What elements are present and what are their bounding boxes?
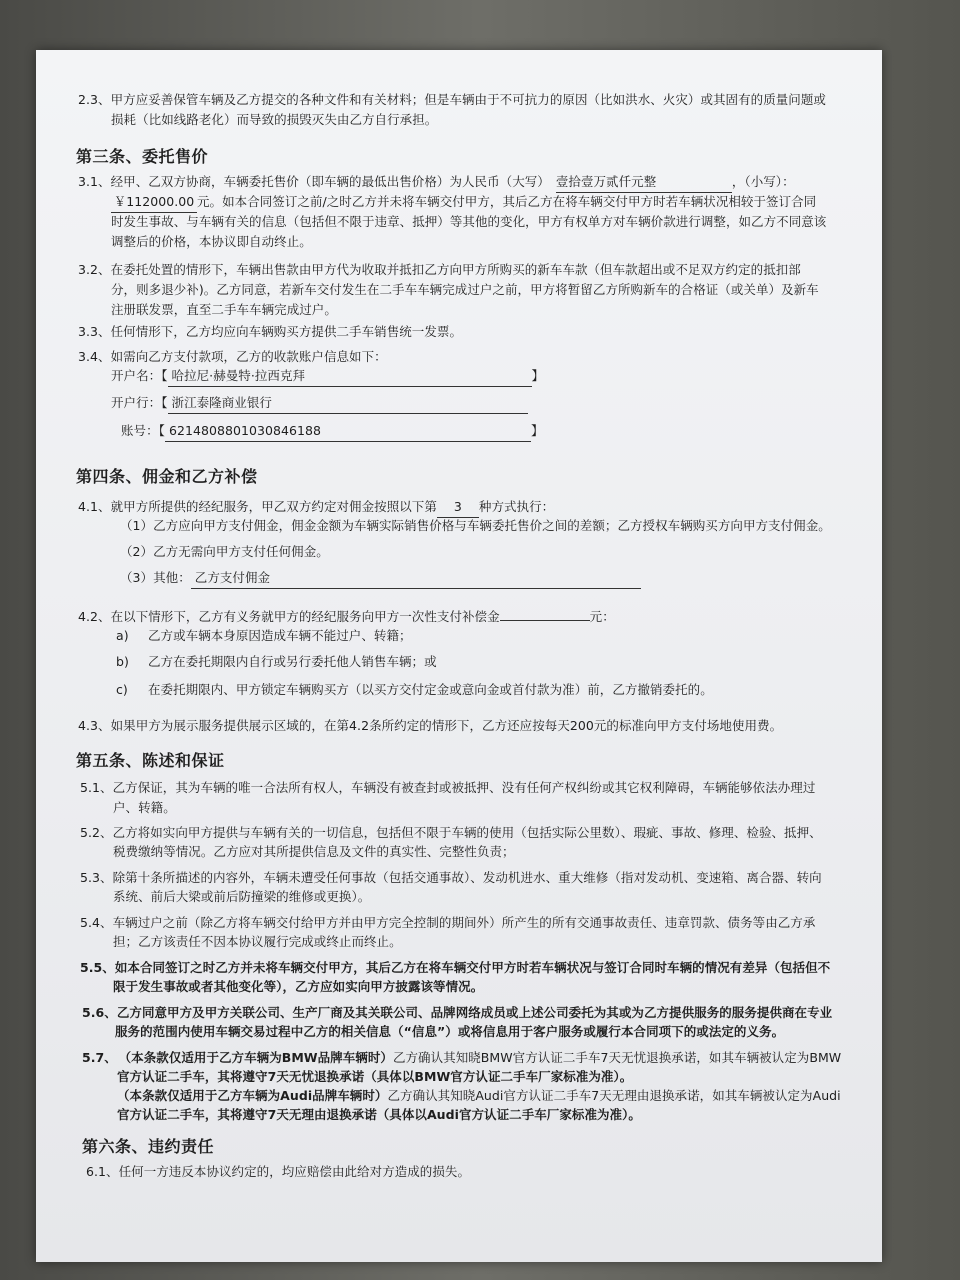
clause-text: （本条款仅适用于乙方车辆为Audi品牌车辆时）	[117, 1088, 388, 1103]
clause-number: 5.4、	[80, 915, 113, 930]
list-marker: a)	[116, 628, 129, 643]
bracket: 】	[530, 423, 544, 438]
condition-b	[116, 652, 437, 672]
clause-6-1	[86, 1162, 470, 1182]
list-marker: c)	[116, 682, 128, 697]
clause-text: 任何情形下，乙方均应向车辆购买方提供二手车销售统一发票。	[110, 324, 462, 339]
option-label: （3）其他：	[120, 570, 191, 585]
amount-in-words-field: 壹拾壹万贰仟元整	[556, 172, 732, 193]
clause-5-5	[80, 958, 830, 978]
bank-row	[111, 393, 528, 414]
commission-option-3	[120, 568, 641, 589]
clause-number: 3.3、	[78, 324, 111, 339]
section-5-heading: 第五条、陈述和保证	[76, 751, 225, 770]
clause-5-4	[80, 913, 815, 933]
clause-text: 经甲、乙双方协商，车辆委托售价（即车辆的最低出售价格）为人民币（大写）	[110, 174, 550, 189]
clause-5-5-line2: 限于发生事故或者其他变化等），乙方应如实向甲方披露该等情况。	[113, 979, 484, 994]
list-text: 在委托期限内、甲方锁定车辆购买方（以买方交付定金或意向金或首付款为准）前，乙方撤销委托的。	[148, 682, 713, 697]
clause-5-7-line4: 官方认证二手车，其将遵守7天无理由退换承诺（具体以Audi官方认证二手车厂家标准为准）。	[117, 1107, 641, 1122]
commission-option-1: （1）乙方应向甲方支付佣金，佣金金额为车辆实际销售价格与车辆委托售价之间的差额；乙方授权车辆购买方向甲方支付佣金。	[120, 518, 831, 533]
clause-number: 4.1、	[78, 499, 111, 514]
clause-text: 就甲方所提供的经纪服务，甲乙双方约定对佣金按照以下第	[110, 499, 437, 514]
clause-text: 乙方将如实向甲方提供与车辆有关的一切信息，包括但不限于车辆的使用（包括实际公里数）、瑕疵、事故、修理、检验、抵押、	[112, 825, 822, 840]
clause-number: 5.6、	[82, 1005, 117, 1020]
amount-in-figures-field: ￥112000.00	[111, 192, 197, 213]
clause-text: 在委托处置的情形下，车辆出售款由甲方代为收取并抵扣乙方向甲方所购买的新车车款（但车款超出或不足双方约定的抵扣部	[110, 262, 801, 277]
clause-number: 3.2、	[78, 262, 111, 277]
clause-5-3-line2: 系统、前后大梁或前后防撞梁的维修或更换）。	[113, 889, 371, 904]
account-number-label: 账号：【	[121, 423, 165, 438]
clause-5-1	[80, 778, 815, 798]
clause-3-2	[78, 260, 801, 280]
condition-c	[116, 680, 713, 700]
clause-4-2	[78, 607, 615, 627]
clause-5-1-line2: 户、转籍。	[113, 800, 176, 815]
section-4-heading: 第四条、佣金和乙方补偿	[76, 467, 258, 486]
list-text: 乙方在委托期限内自行或另行委托他人销售车辆；或	[148, 654, 437, 669]
clause-text: 种方式执行：	[478, 499, 555, 514]
clause-text: ，（小写）：	[731, 174, 795, 189]
clause-number: 5.5、	[80, 960, 115, 975]
account-number-row	[121, 421, 544, 442]
clause-text: 车辆过户之前（除乙方将车辆交付给甲方并由甲方完全控制的期间外）所产生的所有交通事故责任、违章罚款、债务等由乙方承	[112, 915, 816, 930]
clause-3-4	[78, 347, 387, 367]
bank-label: 开户行：【	[111, 395, 168, 410]
clause-text: 如本合同签订之时乙方并未将车辆交付甲方，其后乙方在将车辆交付甲方时若车辆状况与签订合同时车辆的情况有差异（包括但不	[114, 960, 831, 975]
account-holder-value: 哈拉尼·赫曼特·拉西克拜	[168, 366, 532, 387]
account-number-value: 6214808801030846188	[165, 421, 531, 442]
clause-number: 5.1、	[80, 780, 113, 795]
clause-5-2	[80, 823, 822, 843]
clause-3-1	[78, 172, 795, 193]
account-holder-label: 开户名：【	[111, 368, 168, 383]
clause-5-7	[82, 1048, 841, 1068]
list-marker: b)	[116, 654, 129, 669]
clause-number: 5.3、	[80, 870, 113, 885]
clause-text: 乙方确认其知晓BMW官方认证二手车7天无忧退换承诺，如其车辆被认定为BMW	[392, 1050, 842, 1065]
clause-text: 元：	[589, 609, 615, 624]
clause-3-1-line4: 调整后的价格，本协议即自动终止。	[111, 234, 312, 249]
clause-text: 乙方确认其知晓Audi官方认证二手车7天无理由退换承诺，如其车辆被认定为Audi	[387, 1088, 841, 1103]
account-holder-row	[111, 366, 544, 387]
bracket: 】	[531, 368, 545, 383]
clause-text: 如果甲方为展示服务提供展示区域的，在第4.2条所约定的情形下，乙方还应按每天200元的标准向甲方支付场地使用费。	[110, 718, 783, 733]
clause-4-1	[78, 497, 554, 518]
clause-3-1-line2	[111, 192, 816, 213]
condition-a	[116, 626, 412, 646]
clause-text: 乙方同意甲方及甲方关联公司、生产厂商及其关联公司、品牌网络成员或上述公司委托为其或为乙方提供服务的服务提供商在专业	[116, 1005, 833, 1020]
clause-text: 元。如本合同签订之前/之时乙方并未将车辆交付甲方，其后乙方在将车辆交付甲方时若车辆状况相较于签订合同	[197, 194, 817, 209]
commission-option-2: （2）乙方无需向甲方支付任何佣金。	[120, 544, 329, 559]
clause-5-7-line3	[117, 1086, 841, 1106]
clause-5-2-line2: 税费缴纳等情况。乙方应对其所提供信息及文件的真实性、完整性负责；	[113, 844, 515, 859]
clause-number: 5.2、	[80, 825, 113, 840]
commission-option-field: 3	[437, 497, 479, 518]
clause-5-7-line2: 官方认证二手车，其将遵守7天无忧退换承诺（具体以BMW官方认证二手车厂家标准为准）。	[117, 1069, 633, 1084]
clause-text: 甲方应妥善保管车辆及乙方提交的各种文件和有关材料；但是车辆由于不可抗力的原因（比如洪水、火灾）或其固有的质量问题或	[110, 92, 826, 107]
clause-text: （本条款仅适用于乙方车辆为BMW品牌车辆时）	[124, 1050, 393, 1065]
contract-page	[36, 50, 882, 1262]
clause-3-3	[78, 322, 462, 342]
clause-5-6	[82, 1003, 832, 1023]
clause-text: 在以下情形下，乙方有义务就甲方的经纪服务向甲方一次性支付补偿金	[110, 609, 500, 624]
clause-text: 如需向乙方支付款项，乙方的收款账户信息如下：	[110, 349, 387, 364]
clause-5-4-line2: 担；乙方该责任不因本协议履行完成或终止而终止。	[113, 934, 402, 949]
clause-number: 3.4、	[78, 349, 111, 364]
clause-number: 3.1、	[78, 174, 111, 189]
bank-value: 浙江泰隆商业银行	[168, 393, 528, 414]
compensation-amount-field	[500, 620, 590, 621]
clause-2-3	[78, 90, 826, 110]
clause-text: 除第十条所描述的内容外，车辆未遭受任何事故（包括交通事故）、发动机进水、重大维修（指对发动机、变速箱、离合器、转向	[112, 870, 822, 885]
list-text: 乙方或车辆本身原因造成车辆不能过户、转籍；	[148, 628, 412, 643]
section-3-heading: 第三条、委托售价	[76, 147, 209, 166]
clause-number: 5.7、	[82, 1050, 117, 1065]
clause-3-2-line3: 注册联发票，直至二手车车辆完成过户。	[111, 302, 337, 317]
clause-text: 任何一方违反本协议约定的，均应赔偿由此给对方造成的损失。	[118, 1164, 470, 1179]
clause-5-6-line2: 服务的范围内使用车辆交易过程中乙方的相关信息（“信息”）或将信息用于客户服务或履行本合同项下的或法定的义务。	[115, 1024, 785, 1039]
clause-4-3	[78, 716, 782, 736]
clause-2-3-cont: 损耗（比如线路老化）而导致的损毁灭失由乙方自行承担。	[111, 112, 438, 127]
clause-number: 6.1、	[86, 1164, 119, 1179]
clause-number: 2.3、	[78, 92, 111, 107]
commission-other-value: 乙方支付佣金	[191, 568, 641, 589]
clause-5-3	[80, 868, 822, 888]
clause-text: 乙方保证，其为车辆的唯一合法所有权人，车辆没有被查封或被抵押、没有任何产权纠纷或其它权利障碍，车辆能够依法办理过	[112, 780, 816, 795]
section-6-heading: 第六条、违约责任	[82, 1137, 215, 1156]
clause-3-1-line3: 时发生事故、与车辆有关的信息（包括但不限于违章、抵押）等其他的变化，甲方有权单方对车辆价款进行调整，如乙方不同意该	[111, 214, 827, 229]
clause-3-2-line2: 分，则多退少补)。乙方同意，若新车交付发生在二手车车辆完成过户之前，甲方将暂留乙方所购新车的合格证（或关单）及新车	[111, 282, 819, 297]
clause-number: 4.2、	[78, 609, 111, 624]
clause-number: 4.3、	[78, 718, 111, 733]
